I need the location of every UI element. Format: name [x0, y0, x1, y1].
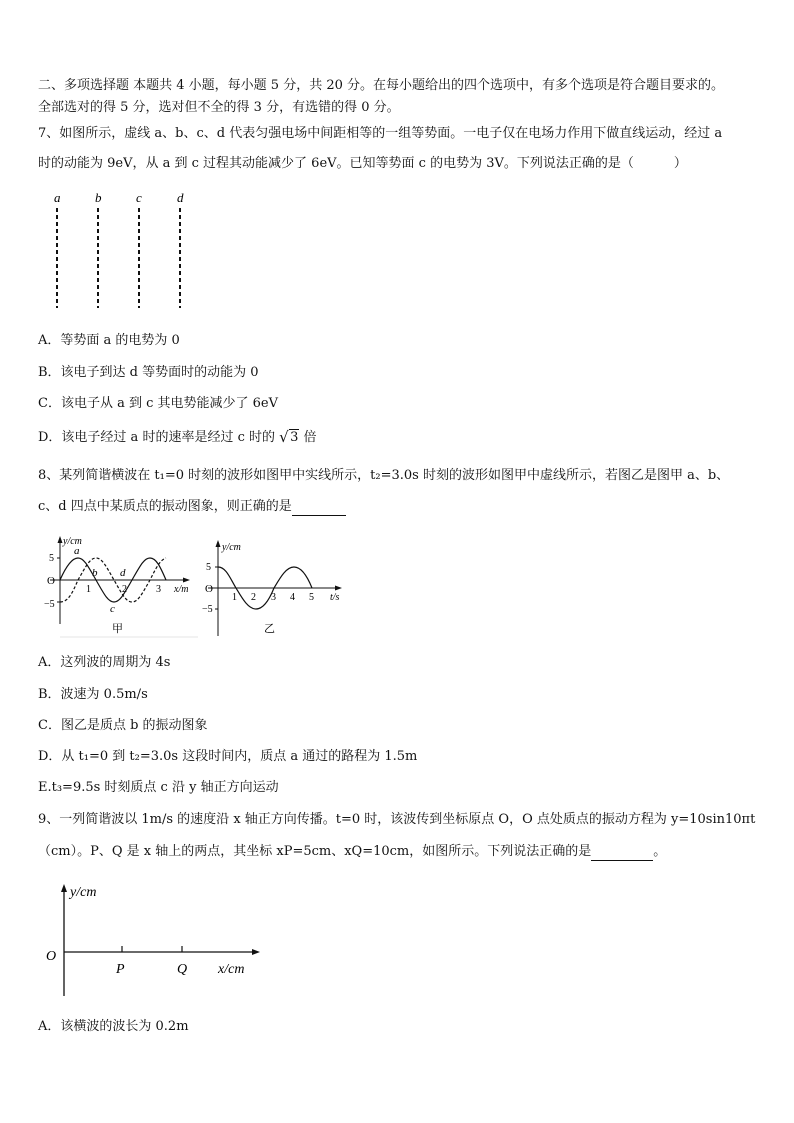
- question-8-stem-line-1: 8、某列简谐横波在 t₁=0 时刻的波形如图甲中实线所示，t₂=3.0s 时刻的波形如图甲中虚线所示，若图乙是图甲 a、b、: [38, 468, 730, 483]
- option-d-text: D．该电子经过 a 时的速率是经过 c 时的: [38, 430, 275, 445]
- jia-ytick-5: 5: [49, 553, 54, 564]
- sqrt-expression: √ 3: [279, 428, 299, 446]
- surface-label-a: a: [54, 190, 61, 205]
- answer-blank: [292, 501, 346, 516]
- yi-y-axis-label: y/cm: [222, 542, 241, 553]
- yi-x-axis-label: t/s: [330, 592, 340, 603]
- jia-xtick-1: 1: [86, 584, 91, 595]
- question-8-stem-line-2: [38, 498, 346, 516]
- answer-blank: [591, 846, 653, 861]
- question-7-option-a: A．等势面 a 的电势为 0: [38, 333, 180, 348]
- question-7-option-b: B．该电子到达 d 等势面时的动能为 0: [38, 365, 259, 380]
- graph-caption-jia: 甲: [112, 623, 123, 635]
- jia-point-a: a: [74, 545, 80, 557]
- surface-label-c: c: [136, 190, 142, 205]
- jia-xtick-3: 3: [156, 584, 161, 595]
- equipotential-surfaces-figure: [40, 188, 200, 312]
- question-7-option-c: C．该电子从 a 到 c 其电势能减少了 6eV: [38, 396, 278, 411]
- jia-x-axis-label: x/m: [174, 584, 189, 595]
- q9-x-axis-label: x/cm: [218, 962, 245, 977]
- q9-origin-label: O: [46, 949, 57, 964]
- wave-axis-figure: [40, 880, 270, 1000]
- yi-xtick-4: 4: [290, 592, 295, 603]
- jia-point-d: d: [120, 567, 126, 579]
- yi-origin: O: [205, 583, 213, 595]
- q9-y-axis-label: y/cm: [70, 885, 97, 900]
- point-q-label: Q: [177, 962, 188, 977]
- question-8-option-b: B．波速为 0.5m/s: [38, 687, 148, 702]
- jia-point-b: b: [92, 567, 98, 579]
- question-7-stem-text: 时的动能为 9eV，从 a 到 c 过程其动能减少了 6eV。已知等势面 c 的电势为 3V。下列说法正确的是（: [38, 156, 634, 171]
- jia-xtick-2: 2: [122, 584, 127, 595]
- question-8-option-a: A．这列波的周期为 4s: [38, 655, 171, 670]
- vibration-graph-yi: [200, 538, 350, 642]
- question-9-stem-line-1: 9、一列简谐波以 1m/s 的速度沿 x 轴正方向传播。t=0 时，该波传到坐标原点 O，O 点处质点的振动方程为 y=10sin10πt: [38, 812, 756, 827]
- question-8-option-c: C．图乙是质点 b 的振动图象: [38, 718, 208, 733]
- wave-graph-jia: [38, 532, 198, 642]
- yi-xtick-5: 5: [309, 592, 314, 603]
- sqrt-radicand: 3: [290, 430, 299, 445]
- graph-caption-yi: 乙: [264, 623, 275, 635]
- option-d-suffix: 倍: [303, 430, 317, 445]
- section-instructions-line-1: 二、多项选择题 本题共 4 小题，每小题 5 分，共 20 分。在每小题给出的四个选项中，有多个选项是符合题目要求的。: [38, 78, 725, 93]
- yi-xtick-3: 3: [271, 592, 276, 603]
- surface-label-d: d: [177, 190, 184, 205]
- question-9-stem-line-2: [38, 843, 666, 861]
- question-9-option-a: A．该横波的波长为 0.2m: [38, 1019, 189, 1034]
- jia-point-c: c: [110, 603, 115, 615]
- jia-y-axis-label: y/cm: [63, 536, 82, 547]
- question-8-stem-text: c、d 四点中某质点的振动图象，则正确的是: [38, 499, 292, 514]
- yi-xtick-2: 2: [251, 592, 256, 603]
- question-9-stem-end: 。: [653, 844, 667, 859]
- jia-ytick-neg5: −5: [44, 599, 55, 610]
- question-9-stem-text: （cm）。P、Q 是 x 轴上的两点，其坐标 xP=5cm、xQ=10cm，如图所示。下列说法正确的是: [38, 844, 592, 859]
- yi-ytick-neg5: −5: [202, 604, 213, 615]
- question-7-stem-line-2: [38, 155, 687, 173]
- point-p-label: P: [116, 962, 125, 977]
- question-7-stem-line-1: 7、如图所示，虚线 a、b、c、d 代表匀强电场中间距相等的一组等势面。一电子仅在电场力作用下做直线运动，经过 a: [38, 126, 723, 141]
- yi-xtick-1: 1: [232, 592, 237, 603]
- question-7-option-d: [38, 429, 317, 447]
- section-instructions-line-2: 全部选对的得 5 分，选对但不全的得 3 分，有选错的得 0 分。: [38, 100, 400, 115]
- question-8-option-d: D．从 t₁=0 到 t₂=3.0s 这段时间内，质点 a 通过的路程为 1.5m: [38, 749, 418, 764]
- question-8-option-e: E.t₃=9.5s 时刻质点 c 沿 y 轴正方向运动: [38, 780, 279, 795]
- jia-origin: O: [47, 575, 55, 587]
- surface-label-b: b: [95, 190, 102, 205]
- yi-ytick-5: 5: [206, 562, 211, 573]
- question-7-paren-close: ）: [673, 156, 687, 171]
